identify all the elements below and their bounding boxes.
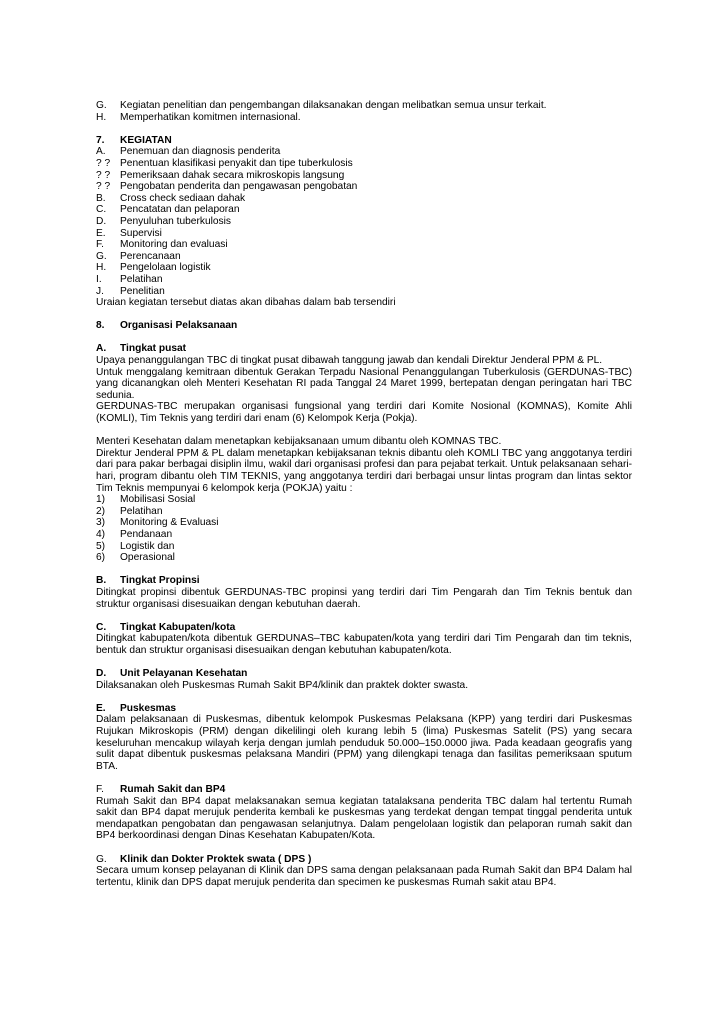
- list-item: [96, 517, 632, 529]
- subsection-label: E.: [96, 702, 106, 714]
- subsection-label: A.: [96, 343, 107, 355]
- list-item: [96, 170, 632, 182]
- list-label: G.: [96, 100, 107, 111]
- subsection-heading: [96, 668, 632, 680]
- list-label: I.: [96, 273, 102, 285]
- list-item: [96, 286, 632, 298]
- list-label: 1): [96, 494, 106, 506]
- list-label: H.: [96, 262, 107, 274]
- list-text: Penelitian: [120, 285, 165, 297]
- list-item: [96, 100, 632, 112]
- paragraph: Rumah Sakit dan BP4 dapat melaksanakan semua kegiatan tatalaksana penderita TBC dalam hal tertentu Rumah sakit dan BP4 dapat merujuk penderita kembali ke puskesmas yang terdekat dengan tempat tinggal penderita untuk mendapatkan pengobatan dan pengawasan selanjutnya. Dalam pengelolaan logistik dan pelaporan rumah sakit dan BP4 berkoordinasi dengan Dinas Kesehatan Kabupaten/Kota.: [96, 795, 632, 842]
- subsection-heading: [96, 854, 632, 866]
- list-item: [96, 181, 632, 193]
- paragraph: Menteri Kesehatan dalam menetapkan kebijaksanaan umum dibantu oleh KOMNAS TBC.: [96, 436, 502, 448]
- subsection-heading: [96, 343, 632, 355]
- list-item: [96, 262, 632, 274]
- section-title: KEGIATAN: [120, 134, 172, 146]
- subsection-heading: [96, 622, 632, 634]
- subsection-label: G.: [96, 853, 107, 865]
- paragraph: Ditingkat propinsi dibentuk GERDUNAS-TBC propinsi yang terdiri dari Tim Pengarah dan Tim Teknis bentuk dan struktur organisasi disesuaikan dengan kebutuhan daerah.: [96, 586, 632, 610]
- paragraph: Dilaksanakan oleh Puskesmas Rumah Sakit BP4/klinik dan praktek dokter swasta.: [96, 679, 469, 691]
- subsection-title: Tingkat pusat: [120, 343, 187, 355]
- list-item: [96, 146, 632, 158]
- section-heading: [96, 320, 632, 332]
- subsection-heading: [96, 703, 632, 715]
- subsection-heading: [96, 784, 632, 796]
- section-number: 8.: [96, 320, 105, 332]
- list-text: Pengelolaan logistik: [120, 262, 211, 274]
- list-label: H.: [96, 111, 107, 123]
- paragraph: Ditingkat kabupaten/kota dibentuk GERDUNAS–TBC kabupaten/kota yang terdiri dari Tim Pengarah dan tim teknis, bentuk dan struktur organisasi disesuaikan dengan kebutuhan kabupaten/kota.: [96, 633, 632, 656]
- paragraph: Direktur Jenderal PPM & PL dalam menetapkan kebijaksanan teknis dibantu oleh KOMLI TBC yang anggotanya terdiri dari para pakar berbagai disiplin ilmu, wakil dari organisasi profesi dan para pejabat terkait. Untuk pelaksanaan sehari-hari, program dibantu oleh TIM TEKNIS, yang anggotanya terdiri dari berbagai unsur lintas program dan lintas sektor Tim Teknis mempunyai 6 kelompok kerja (POKJA) yaitu :: [96, 447, 632, 494]
- list-label: 3): [96, 517, 106, 529]
- list-text: Pelatihan: [120, 273, 163, 285]
- list-item: [96, 529, 632, 541]
- list-item: [96, 204, 632, 216]
- list-text: Mobilisasi Sosial: [120, 494, 196, 506]
- subsection-label: C.: [96, 621, 107, 633]
- list-text: Monitoring dan evaluasi: [120, 239, 228, 251]
- section-heading: [96, 135, 632, 147]
- list-label: G.: [96, 250, 107, 262]
- list-label: ? ?: [96, 169, 111, 181]
- list-label: B.: [96, 192, 106, 204]
- list-item: [96, 251, 632, 263]
- section-closing-text: Uraian kegiatan tersebut diatas akan dibahas dalam bab tersendiri: [96, 297, 396, 309]
- subsection-label: F.: [96, 784, 104, 796]
- section-title: Organisasi Pelaksanaan: [120, 320, 238, 332]
- list-item: [96, 274, 632, 286]
- list-label: 5): [96, 540, 106, 552]
- paragraph: Dalam pelaksanaan di Puskesmas, dibentuk kelompok Puskesmas Pelaksana (KPP) yang terdiri dari Puskesmas Rujukan Mikroskopis (PRM) dengan dikelilingi oleh kurang lebih 5 (lima) Puskesmas Satelit (PS) yang secara keseluruhan mencakup wilayah kerja dengan jumlah penduduk 50.000–150.0000 jiwa. Pada keadaan geografis yang sulit dapat dibentuk puskesmas pelaksana Mandiri (PPM) yang dilengkapi tenaga dan fasilitas pemeriksaan sputum BTA.: [96, 714, 632, 772]
- list-text: Pendanaan: [120, 528, 173, 540]
- list-label: D.: [96, 215, 107, 227]
- list-text: Penentuan klasifikasi penyakit dan tipe tuberkulosis: [120, 157, 353, 169]
- list-text: Pengobatan penderita dan pengawasan pengobatan: [120, 181, 358, 193]
- list-label: 4): [96, 528, 106, 540]
- list-text: Logistik dan: [120, 540, 175, 552]
- subsection-title: Tingkat Kabupaten/kota: [120, 621, 236, 633]
- list-text: Penyuluhan tuberkulosis: [120, 215, 232, 227]
- subsection-title: Klinik dan Dokter Proktek swata ( DPS ): [120, 853, 312, 865]
- subsection-title: Puskesmas: [120, 702, 177, 714]
- section-number: 7.: [96, 134, 105, 146]
- list-item: [96, 228, 632, 240]
- subsection-title: Unit Pelayanan Kesehatan: [120, 668, 248, 680]
- list-text: Pencatatan dan pelaporan: [120, 204, 240, 216]
- pokja-list: [96, 494, 632, 564]
- list-item: [96, 112, 632, 124]
- paragraph: Upaya penanggulangan TBC di tingkat pusat dibawah tanggung jawab dan kendali Direktur Jenderal PPM & PL.: [96, 355, 603, 367]
- list-label: A.: [96, 146, 106, 158]
- paragraph: Secara umum konsep pelayanan di Klinik dan DPS sama dengan pelaksanaan pada Rumah Sakit dan BP4 Dalam hal tertentu, klinik dan DPS dapat merujuk penderita dan specimen ke puskesmas Rumah sakit atau BP4.: [96, 865, 632, 888]
- list-label: F.: [96, 239, 104, 251]
- list-item: [96, 193, 632, 205]
- list-item: [96, 158, 632, 170]
- list-label: 6): [96, 552, 106, 564]
- list-text: Supervisi: [120, 227, 162, 239]
- list-text: Pelatihan: [120, 505, 163, 517]
- list-label: ? ?: [96, 181, 111, 193]
- list-label: J.: [96, 285, 104, 297]
- list-text: Perencanaan: [120, 250, 181, 262]
- list-label: E.: [96, 227, 106, 239]
- activity-list: [96, 146, 632, 297]
- list-label: 2): [96, 505, 106, 517]
- list-label: C.: [96, 204, 107, 216]
- list-text: Kegiatan penelitian dan pengembangan dilaksanakan dengan melibatkan semua unsur terkait.: [120, 100, 547, 111]
- list-text: Monitoring & Evaluasi: [120, 517, 219, 529]
- list-item: [96, 216, 632, 228]
- paragraph: GERDUNAS-TBC merupakan organisasi fungsional yang terdiri dari Komite Nosional (KOMNAS), Komite Ahli (KOMLI), Tim Teknis yang terdiri dari enam (6) Kelompok Kerja (Pokja).: [96, 401, 632, 425]
- subsection-label: D.: [96, 668, 107, 680]
- list-label: ? ?: [96, 157, 111, 169]
- list-item: [96, 552, 632, 564]
- list-item: [96, 506, 632, 518]
- subsection-heading: [96, 575, 632, 587]
- subsection-title: Rumah Sakit dan BP4: [120, 784, 226, 796]
- subsection-title: Tingkat Propinsi: [120, 575, 200, 587]
- list-text: Operasional: [120, 552, 175, 564]
- list-text: Cross check sediaan dahak: [120, 192, 246, 204]
- list-item: [96, 494, 632, 506]
- list-text: Pemeriksaan dahak secara mikroskopis langsung: [120, 169, 345, 181]
- list-item: [96, 239, 632, 251]
- list-text: Penemuan dan diagnosis penderita: [120, 146, 281, 158]
- subsection-label: B.: [96, 575, 107, 587]
- list-item: [96, 541, 632, 553]
- list-text: Memperhatikan komitmen internasional.: [120, 111, 301, 123]
- paragraph: Untuk menggalang kemitraan dibentuk Gerakan Terpadu Nasional Penanggulangan Tuberkulosis (GERDUNAS-TBC) yang dicanangkan oleh Menteri Kesehatan RI pada Tanggal 24 Maret 1999, bertepatan dengan peringatan hari TBC sedunia.: [96, 366, 632, 401]
